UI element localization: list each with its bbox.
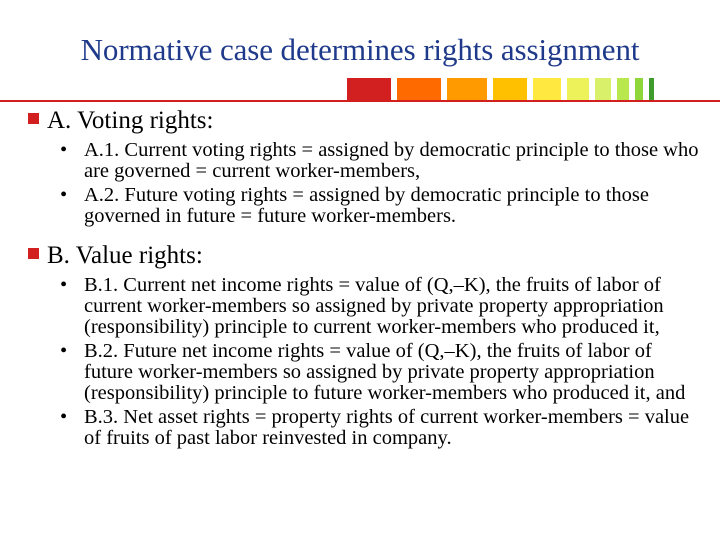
list-item: • A.1. Current voting rights = assigned by democratic principle to those who are governed = current worker-members,	[60, 140, 700, 182]
decor-block	[347, 78, 391, 100]
voting-rights-list	[60, 140, 700, 230]
decor-block	[533, 78, 561, 100]
square-bullet-icon	[28, 248, 39, 259]
decor-block	[617, 78, 629, 100]
decor-block	[447, 78, 487, 100]
section-heading-text: B. Value rights:	[47, 242, 203, 269]
decor-block	[493, 78, 527, 100]
square-bullet-icon	[28, 113, 39, 124]
list-item: • B.3. Net asset rights = property rights of current worker-members = value of fruits of past labor reinvested in company.	[60, 407, 700, 449]
decor-block	[595, 78, 611, 100]
list-item: • B.2. Future net income rights = value of (Q,–K), the fruits of labor of future worker-members so assigned by private property appropriation (responsibility) principle to future worker-members who produced it, and	[60, 341, 700, 404]
decor-block	[635, 78, 643, 100]
section-heading-value	[28, 243, 203, 269]
list-item: • B.1. Current net income rights = value of (Q,–K), the fruits of labor of current worker-members so assigned by private property appropriation (responsibility) principle to current worker-members who produced it,	[60, 275, 700, 338]
value-rights-list	[60, 275, 700, 452]
title-divider	[0, 100, 720, 102]
decorative-color-blocks	[347, 78, 667, 100]
decor-block	[397, 78, 441, 100]
slide-title: Normative case determines rights assignment	[80, 32, 640, 67]
decor-block	[649, 78, 654, 100]
section-heading-text: A. Voting rights:	[47, 107, 214, 134]
list-item: • A.2. Future voting rights = assigned by democratic principle to those governed in future = future worker-members.	[60, 185, 700, 227]
decor-block	[567, 78, 589, 100]
section-heading-voting	[28, 108, 213, 134]
